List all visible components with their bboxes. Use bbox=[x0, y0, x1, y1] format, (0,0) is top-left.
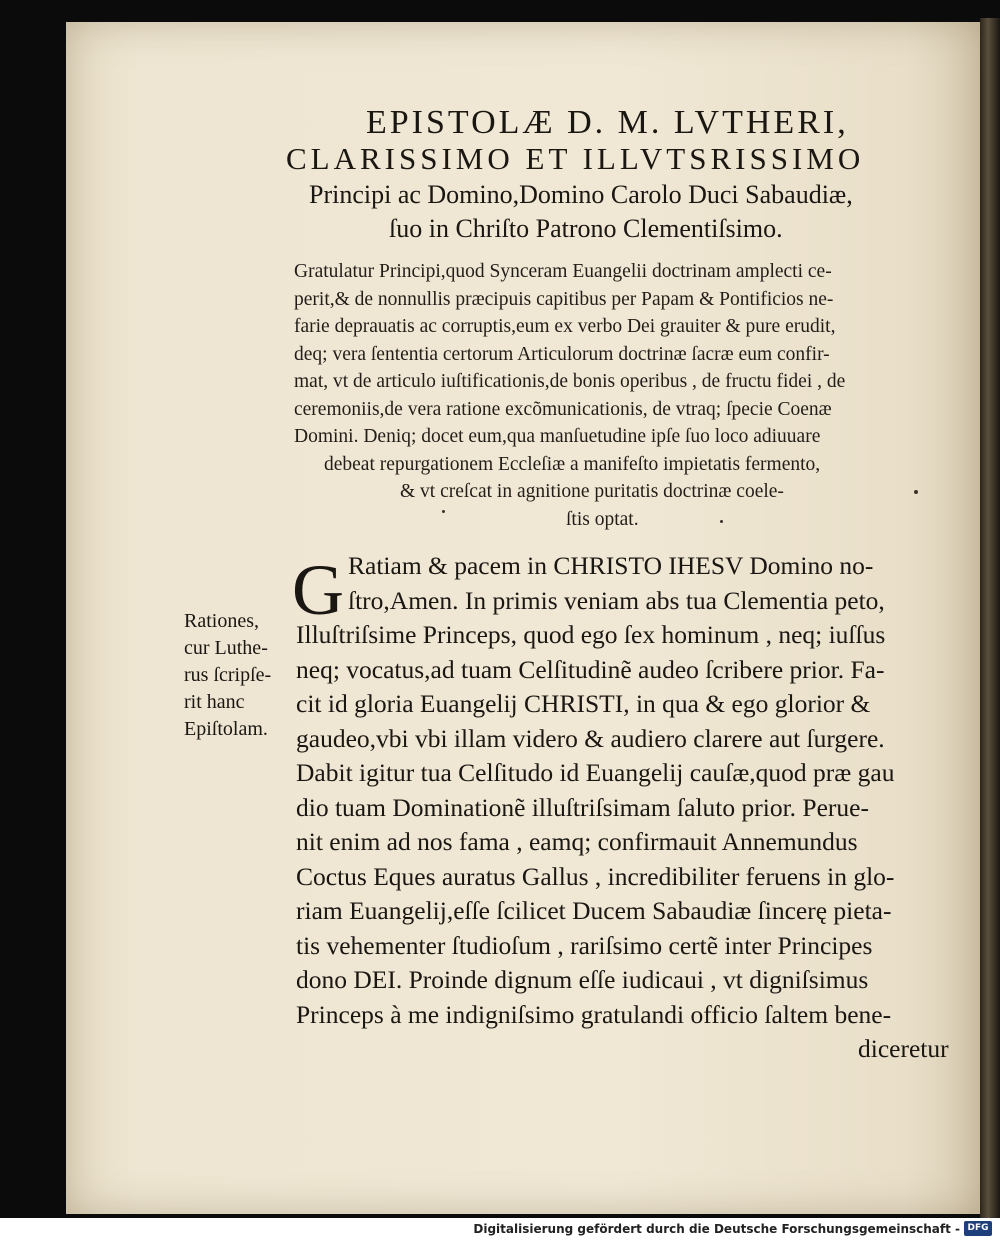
summary-line: ſtis optat. bbox=[566, 508, 639, 530]
margin-note bbox=[184, 608, 271, 743]
ink-speck bbox=[442, 510, 445, 513]
body-line: ſtro,Amen. In primis veniam abs tua Clementia peto, bbox=[348, 585, 885, 615]
body-line: Illuſtriſsime Princeps, quod ego ſex hominum , neq; iuſſus bbox=[296, 620, 886, 649]
body-line: neq; vocatus,ad tuam Celſitudinẽ audeo ſcribere prior. Fa- bbox=[296, 654, 885, 684]
body-line: cit id gloria Euangelij CHRISTI, in qua & ego glorior & bbox=[296, 689, 871, 718]
heading-line-2: CLARISSIMO ET ILLVTSRISSIMO bbox=[286, 141, 865, 176]
summary-line: mat, vt de articulo iuſtificationis,de bonis operibus , de fructu fidei , de bbox=[294, 371, 846, 392]
body-line: gaudeo,vbi vbi illam videro & audiero clarere aut ſurgere. bbox=[296, 723, 885, 753]
body-line: nit enim ad nos fama , eamq; confirmauit Annemundus bbox=[296, 827, 858, 856]
drop-cap: G bbox=[292, 550, 344, 630]
summary-line: & vt creſcat in agnitione puritatis doctrinæ coele- bbox=[400, 481, 784, 502]
body-line: Princeps à me indigniſsimo gratulandi officio ſaltem bene- bbox=[296, 999, 892, 1029]
summary-paragraph bbox=[294, 258, 954, 533]
body-line: diceretur bbox=[858, 1034, 949, 1063]
body-line: Dabit igitur tua Celſitudo id Euangelij cauſæ,quod præ gau bbox=[296, 758, 895, 787]
heading-line-1: EPISTOLÆ D. M. LVTHERI, bbox=[366, 104, 849, 141]
body-line: tis vehementer ſtudioſum , rariſsimo certẽ inter Principes bbox=[296, 930, 873, 960]
body-line: Ratiam & pacem in CHRISTO IHESV Domino no- bbox=[348, 551, 874, 580]
margin-note-line: Rationes, bbox=[184, 610, 259, 632]
dfg-logo-icon: DFG bbox=[964, 1221, 992, 1236]
summary-line: farie deprauatis ac corruptis,eum ex verbo Dei grauiter & pure erudit, bbox=[294, 316, 836, 337]
ink-speck bbox=[720, 520, 723, 523]
margin-note-line: Epiſtolam. bbox=[184, 718, 268, 740]
book-gutter bbox=[980, 18, 1000, 1218]
book-page bbox=[66, 22, 980, 1214]
summary-line: debeat repurgationem Eccleſiæ a manifeſto impietatis fermento, bbox=[324, 453, 821, 475]
footer-credit: Digitalisierung gefördert durch die Deutsche Forschungsgemeinschaft - bbox=[473, 1222, 960, 1236]
heading-line-3: Principi ac Domino,Domino Carolo Duci Sabaudiæ, bbox=[309, 180, 853, 209]
body-paragraph bbox=[296, 549, 976, 1067]
margin-note-line: rus ſcripſe- bbox=[184, 664, 272, 686]
summary-line: Domini. Deniq; docet eum,qua manſuetudine ipſe ſuo loco adiuuare bbox=[294, 426, 821, 447]
body-line: riam Euangelij,eſſe ſcilicet Ducem Sabaudiæ ſincerę pieta- bbox=[296, 896, 892, 925]
ink-speck bbox=[914, 490, 918, 494]
margin-note-line: rit hanc bbox=[184, 691, 245, 713]
body-line: Coctus Eques auratus Gallus , incredibiliter feruens in glo- bbox=[296, 861, 895, 891]
body-line: dono DEI. Proinde dignum eſſe iudicaui , vt digniſsimus bbox=[296, 965, 869, 994]
heading-line-4: ſuo in Chriſto Patrono Clementiſsimo. bbox=[389, 214, 783, 243]
footer-bar bbox=[0, 1218, 1000, 1241]
summary-line: Gratulatur Principi,quod Synceram Euangelii doctrinam amplecti ce- bbox=[294, 261, 832, 282]
summary-line: perit,& de nonnullis præcipuis capitibus per Papam & Pontificios ne- bbox=[294, 288, 834, 310]
body-line: dio tuam Dominationẽ illuſtriſsimam ſaluto prior. Perue- bbox=[296, 792, 869, 822]
summary-line: ceremoniis,de vera ratione excõmunicationis, de vtraq; ſpecie Coenæ bbox=[294, 398, 832, 420]
margin-note-line: cur Luthe- bbox=[184, 637, 268, 659]
summary-line: deq; vera ſententia certorum Articulorum doctrinæ ſacræ eum confir- bbox=[294, 343, 830, 365]
